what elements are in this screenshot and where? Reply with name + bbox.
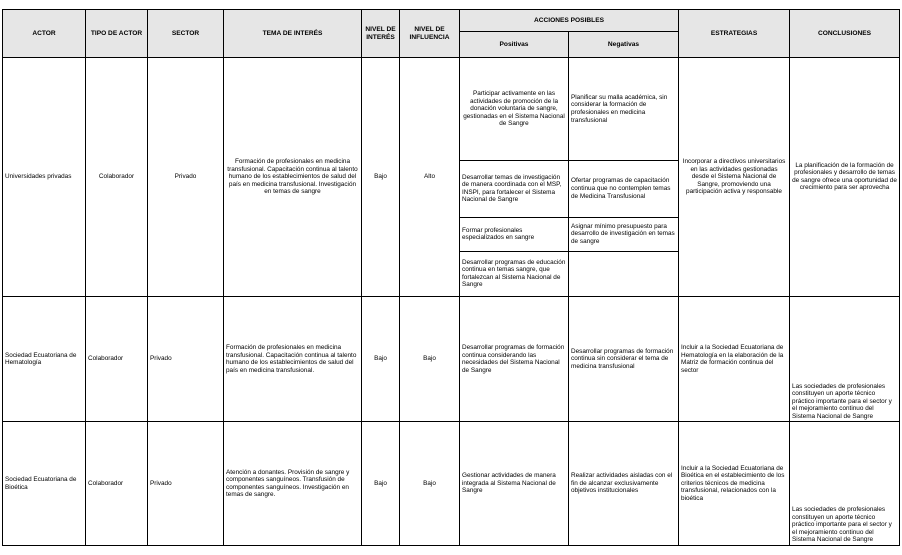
cell-sector: Privado [148, 422, 224, 546]
cell-conclusiones: Las sociedades de profesionales constituyen un aporte técnico práctico importante para el sector y el mejoramiento continuo del Sistema Nacional de Sangre [790, 296, 900, 422]
cell-tipo: Colaborador [86, 58, 148, 297]
cell-influencia: Alto [400, 58, 460, 297]
cell-tema: Formación de profesionales en medicina transfusional. Capacitación continua al talento humano de los establecimientos de salud del país en medicina transfusional. Investigación en temas de sangre [224, 58, 362, 297]
cell-tema: Formación de profesionales en medicina transfusional. Capacitación continua al talento humano de los establecimientos de salud del país en medicina transfusional. [224, 296, 362, 422]
cell-tipo: Colaborador [86, 296, 148, 422]
header-tema: TEMA DE INTERÉS [224, 10, 362, 58]
table-row [3, 58, 900, 161]
cell-positiva: Desarrollar temas de investigación de manera coordinada con el MSP, INSPI, para fortalecer el Sistema Nacional de Sangre [460, 160, 569, 217]
cell-estrategias: Incluir a la Sociedad Ecuatoriana de Bioética en el establecimiento de los criterios técnicos de medicina transfusional, relacionados con la bioética [679, 422, 790, 546]
cell-tema: Atención a donantes. Provisión de sangre y componentes sanguíneos. Transfusión de componentes sanguíneos. Investigación en temas de sangre. [224, 422, 362, 546]
header-nivel-interes: NIVEL DE INTERÉS [362, 10, 400, 58]
cell-conclusiones: Las sociedades de profesionales constituyen un aporte técnico práctico importante para el sector y el mejoramiento continuo del Sistema Nacional de Sangre [790, 422, 900, 546]
cell-negativa: Realizar actividades aisladas con el fin de alcanzar exclusivamente objetivos institucionales [569, 422, 679, 546]
cell-estrategias: Incluir a la Sociedad Ecuatoriana de Hematología en la elaboración de la Matriz de formación continua del sector [679, 296, 790, 422]
cell-influencia: Bajo [400, 422, 460, 546]
header-tipo-actor: TIPO DE ACTOR [86, 10, 148, 58]
table-row [3, 422, 900, 546]
header-acciones: ACCIONES POSIBLES [460, 10, 679, 32]
header-nivel-influencia: NIVEL DE INFLUENCIA [400, 10, 460, 58]
cell-conclusiones: La planificación de la formación de profesionales y desarrollo de temas de sangre ofrece una oportunidad de crecimiento para ser aprovecha [790, 58, 900, 297]
cell-positiva: Desarrollar programas de educación continua en temas sangre, que fortalezcan al Sistema Nacional de Sangre [460, 251, 569, 296]
cell-interes: Bajo [362, 58, 400, 297]
cell-influencia: Bajo [400, 296, 460, 422]
table-row [3, 296, 900, 422]
header-actor: ACTOR [3, 10, 86, 58]
cell-interes: Bajo [362, 296, 400, 422]
cell-positiva: Participar activamente en las actividades de promoción de la donación voluntaria de sangre, gestionadas en el Sistema Nacional de Sangre [460, 58, 569, 161]
header-sector: SECTOR [148, 10, 224, 58]
cell-negativa: Desarrollar programas de formación continua sin considerar el tema de medicina transfusional [569, 296, 679, 422]
cell-interes: Bajo [362, 422, 400, 546]
cell-positiva: Gestionar actividades de manera integrada al Sistema Nacional de Sangre [460, 422, 569, 546]
stakeholder-matrix-table [2, 9, 900, 546]
cell-actor: Universidades privadas [3, 58, 86, 297]
cell-negativa: Asignar mínimo presupuesto para desarrollo de investigación en temas de sangre [569, 217, 679, 251]
cell-sector: Privado [148, 58, 224, 297]
cell-negativa: Ofertar programas de capacitación continua que no contemplen temas de Medicina Transfusional [569, 160, 679, 217]
header-negativas: Negativas [569, 32, 679, 58]
cell-negativa: Planificar su malla académica, sin considerar la formación de profesionales en medicina transfusional [569, 58, 679, 161]
cell-tipo: Colaborador [86, 422, 148, 546]
cell-sector: Privado [148, 296, 224, 422]
cell-positiva: Desarrollar programas de formación continua considerando las necesidades del Sistema Nacional de Sangre [460, 296, 569, 422]
cell-estrategias: Incorporar a directivos universitarios en las actividades gestionadas desde el Sistema Nacional de Sangre, promoviendo una participación activa y responsable [679, 58, 790, 297]
header-conclusiones: CONCLUSIONES [790, 10, 900, 58]
cell-positiva: Formar profesionales especializados en sangre [460, 217, 569, 251]
header-estrategias: ESTRATEGIAS [679, 10, 790, 58]
cell-actor: Sociedad Ecuatoriana de Hematología [3, 296, 86, 422]
cell-negativa-empty [569, 251, 679, 296]
header-positivas: Positivas [460, 32, 569, 58]
cell-actor: Sociedad Ecuatoriana de Bioética [3, 422, 86, 546]
